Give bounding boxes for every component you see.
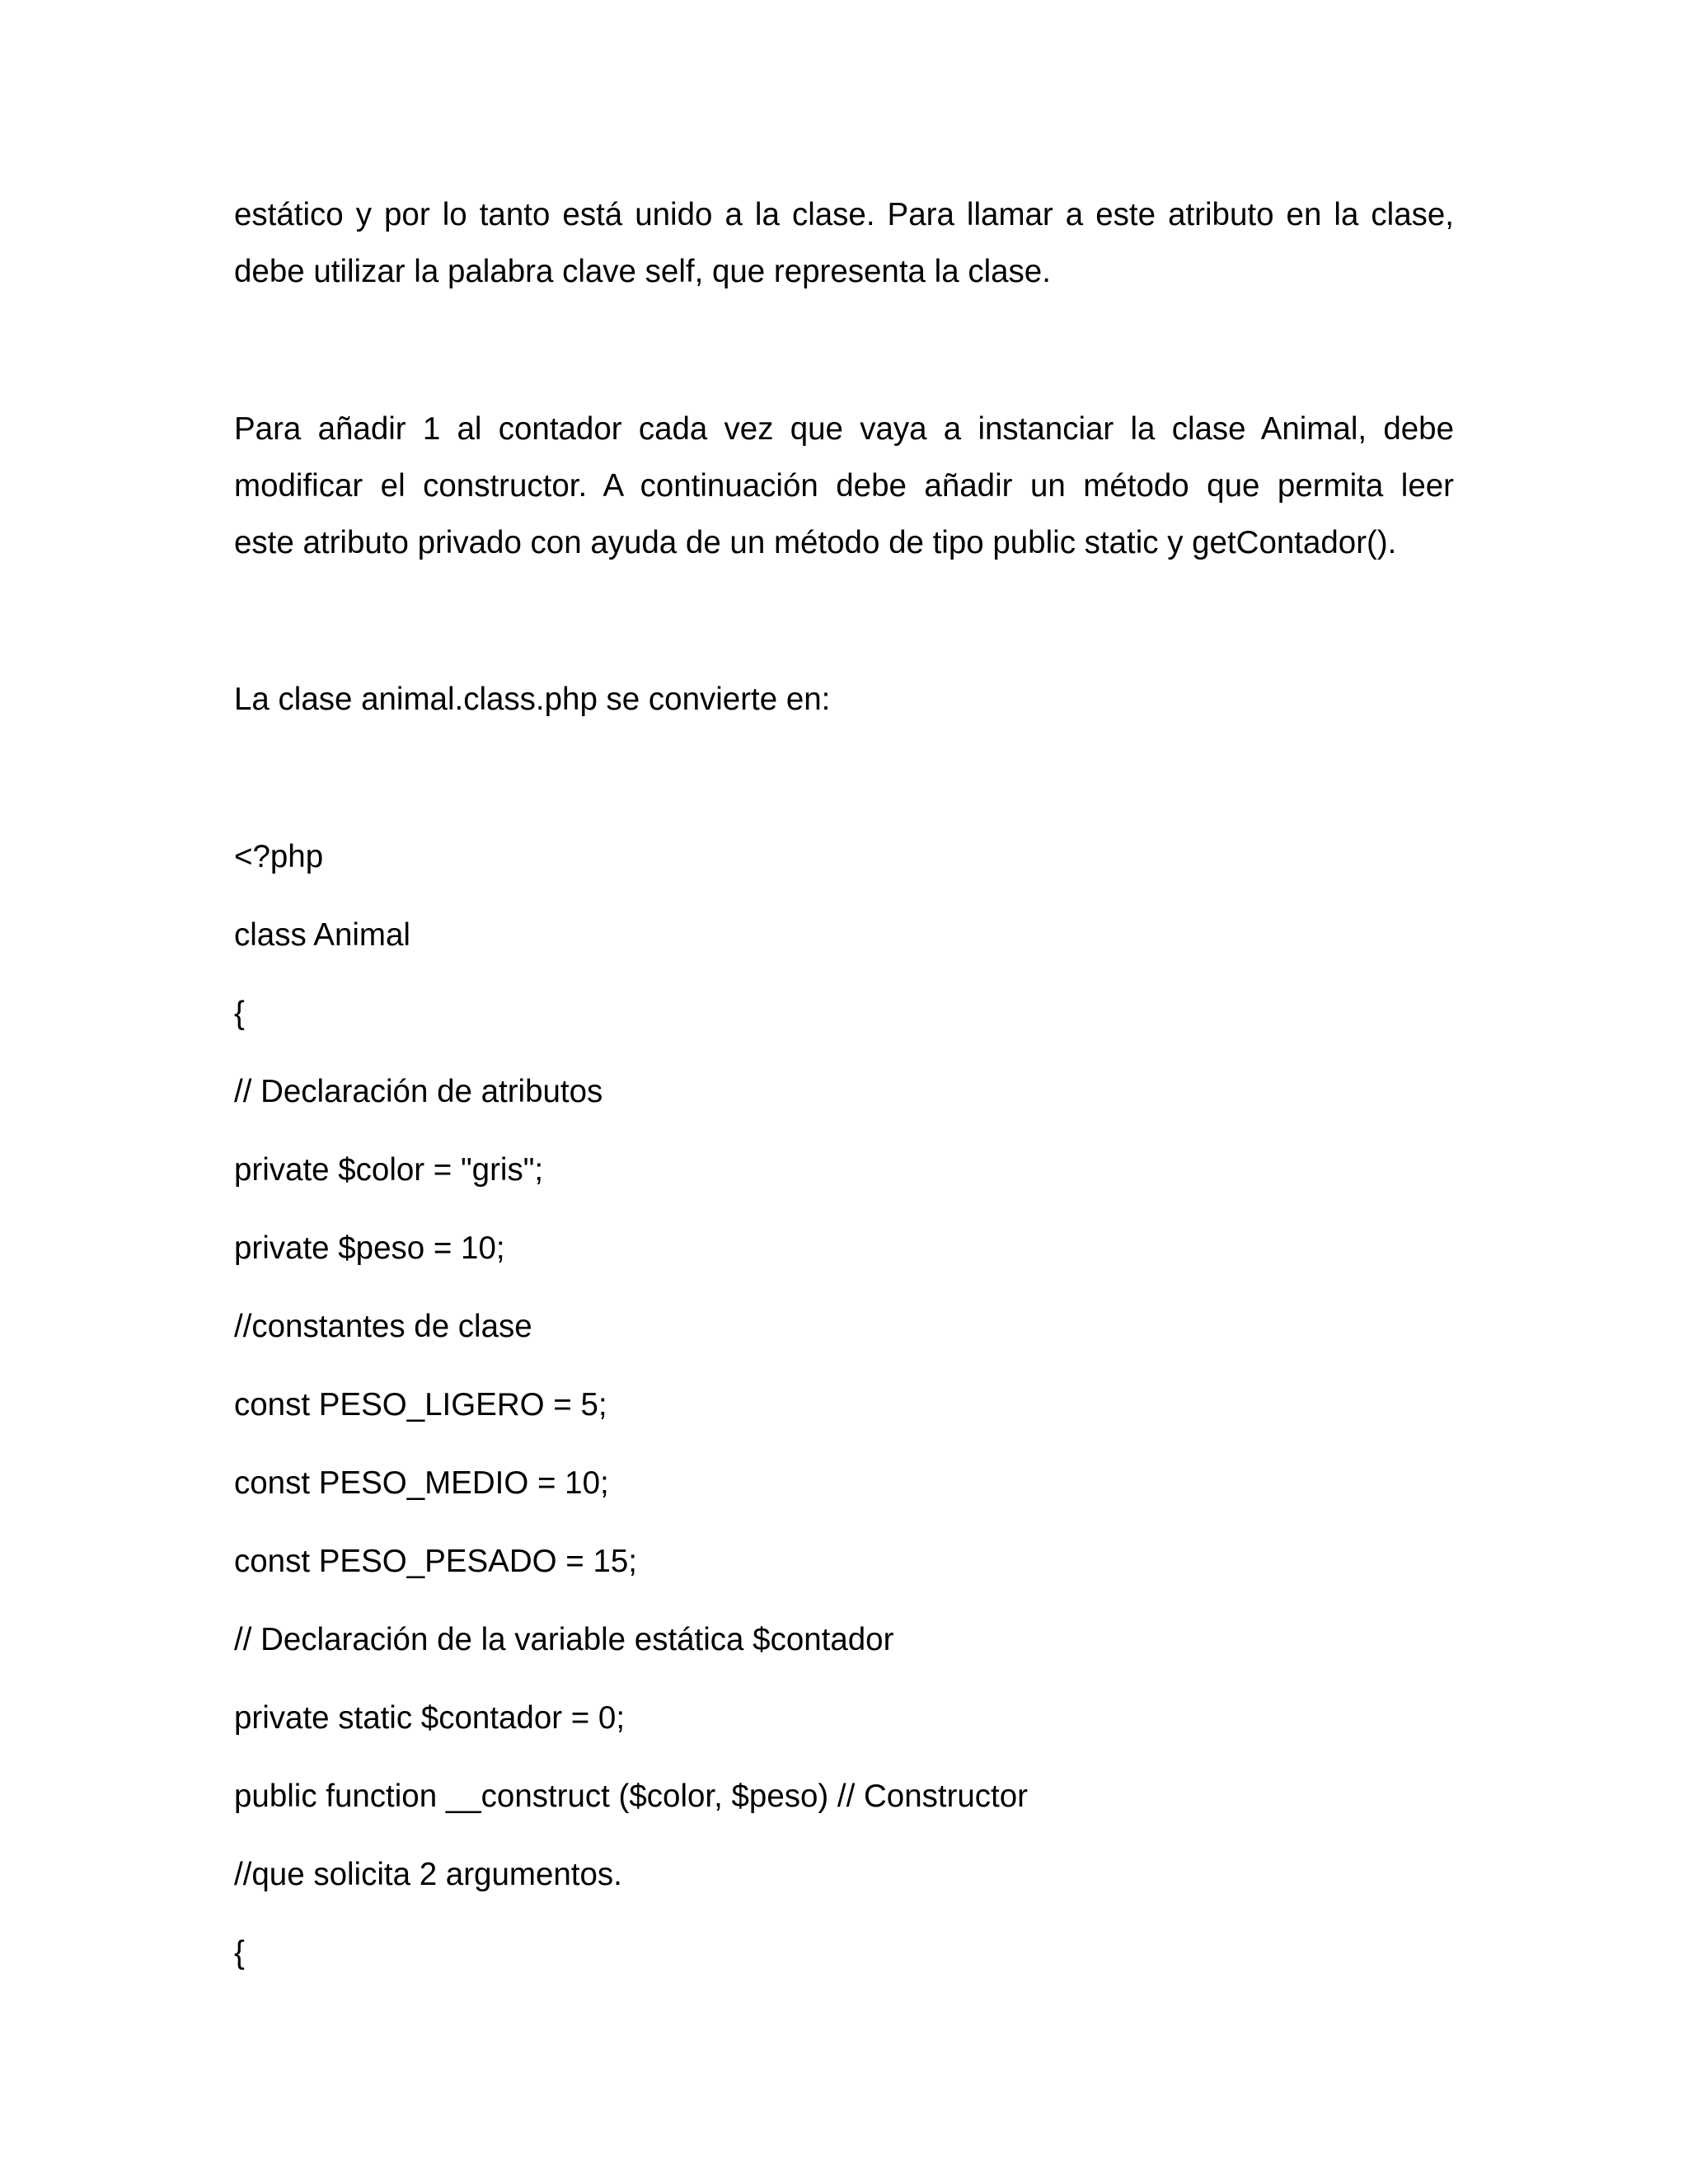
paragraph-line: modificar el constructor. A continuación debe añadir un método que permita leer [234,468,1454,504]
code-line: { [234,996,245,1031]
code-line: //constantes de clase [234,1309,532,1344]
code-line: const PESO_PESADO = 15; [234,1544,637,1579]
paragraph-line: estático y por lo tanto está unido a la clase. Para llamar a este atributo en la clase, [234,197,1454,232]
paragraph-line: debe utilizar la palabra clave self, que representa la clase. [234,254,1051,289]
code-line: class Animal [234,917,410,953]
paragraph-line: Para añadir 1 al contador cada vez que vaya a instanciar la clase Animal, debe [234,411,1454,447]
paragraph-class-intro [234,671,1454,728]
paragraph-line: La clase animal.class.php se convierte en: [234,682,831,717]
code-line: private static $contador = 0; [234,1700,626,1736]
code-line: // Declaración de atributos [234,1074,603,1109]
code-line: { [234,1935,245,1971]
paragraph-static-attribute [234,186,1454,300]
code-line: <?php [234,839,324,874]
code-line: // Declaración de la variable estática $contador [234,1622,894,1657]
code-line: const PESO_MEDIO = 10; [234,1465,609,1501]
code-line: public function __construct ($color, $peso) // Constructor [234,1779,1028,1814]
paragraph-constructor-counter [234,401,1454,571]
code-line: private $color = "gris"; [234,1152,544,1188]
paragraph-line: este atributo privado con ayuda de un método de tipo public static y getContador(). [234,525,1397,560]
code-line: const PESO_LIGERO = 5; [234,1387,607,1422]
code-line: //que solicita 2 argumentos. [234,1857,622,1892]
code-line: private $peso = 10; [234,1230,505,1266]
